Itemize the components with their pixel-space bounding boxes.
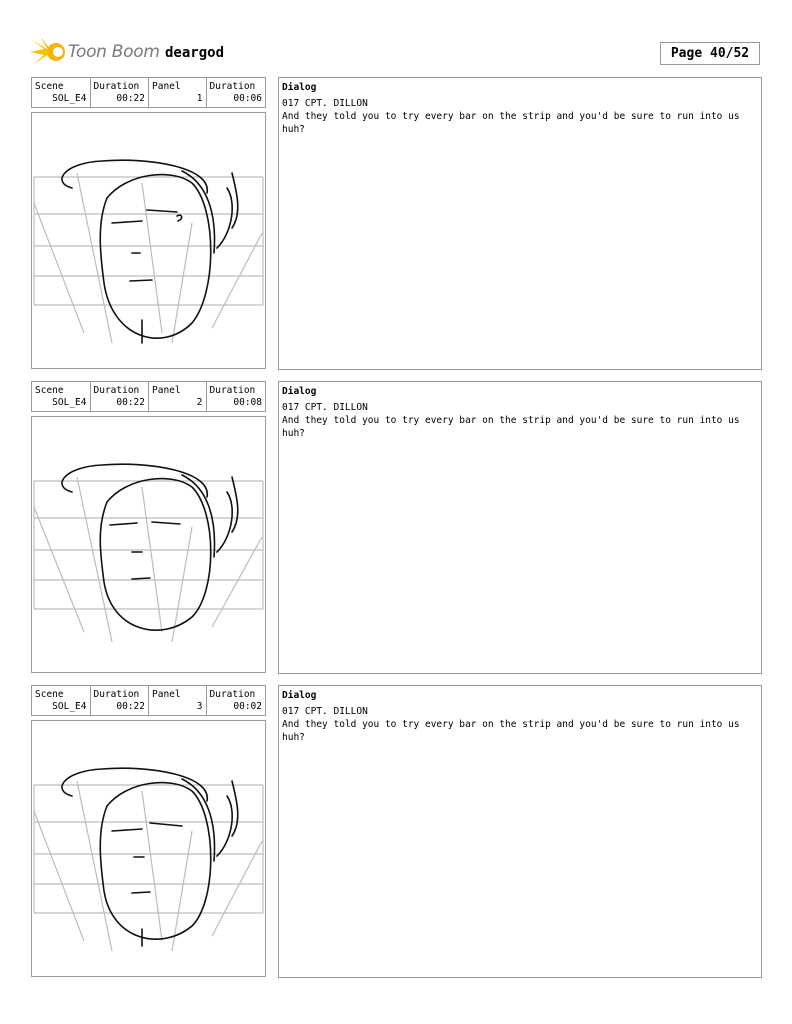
panel-info-header: [31, 685, 266, 716]
scene-duration-value: 00:22: [116, 701, 145, 712]
scene-label: Scene: [35, 81, 64, 92]
dialog-line: And they told you to try every bar on the strip and you'd be sure to run into us huh?: [282, 415, 746, 439]
dialog-line: And they told you to try every bar on the strip and you'd be sure to run into us huh?: [282, 719, 746, 743]
duration-label: Duration: [93, 385, 140, 396]
dialog-box: [278, 381, 762, 674]
scene-label: Scene: [35, 385, 64, 396]
scene-duration-cell: [91, 382, 150, 411]
panel-label: Panel: [152, 385, 181, 396]
duration-label: Duration: [209, 385, 256, 396]
panel-duration-value: 00:08: [233, 397, 262, 408]
panel-sketch: [31, 112, 266, 369]
dialog-label: Dialog: [282, 82, 317, 93]
panel-duration-cell: [207, 382, 265, 411]
storyboard-panel: [0, 77, 792, 370]
toon-boom-logo: [30, 34, 160, 70]
panel-cell: [149, 686, 207, 715]
scene-value: SOL_E4: [52, 397, 87, 408]
scene-duration-cell: [91, 78, 150, 107]
storyboard-panel: [0, 685, 792, 978]
panel-number: 3: [196, 701, 203, 712]
scene-value: SOL_E4: [52, 93, 87, 104]
scene-label: Scene: [35, 689, 64, 700]
duration-label: Duration: [209, 689, 256, 700]
panel-number: 1: [196, 93, 203, 104]
page-number: Page 40/52: [660, 42, 760, 65]
panel-sketch: [31, 416, 266, 673]
panel-duration-value: 00:02: [233, 701, 262, 712]
face-sketch-drawing: [32, 721, 265, 976]
scene-duration-value: 00:22: [116, 397, 145, 408]
dialog-content: [282, 705, 752, 744]
scene-cell: [32, 686, 91, 715]
starburst-icon: [30, 34, 70, 70]
panel-duration-value: 00:06: [233, 93, 262, 104]
panel-cell: [149, 78, 207, 107]
panel-duration-cell: [207, 686, 265, 715]
face-sketch-drawing: [32, 417, 265, 672]
logo-text: Toon Boom: [68, 42, 160, 62]
duration-label: Duration: [209, 81, 256, 92]
panel-label: Panel: [152, 689, 181, 700]
duration-label: Duration: [93, 689, 140, 700]
dialog-content: [282, 97, 752, 136]
dialog-speaker: 017 CPT. DILLON: [282, 706, 368, 717]
dialog-speaker: 017 CPT. DILLON: [282, 402, 368, 413]
panel-label: Panel: [152, 81, 181, 92]
scene-duration-value: 00:22: [116, 93, 145, 104]
dialog-label: Dialog: [282, 386, 317, 397]
dialog-box: [278, 685, 762, 978]
panel-sketch: [31, 720, 266, 977]
dialog-line: And they told you to try every bar on the strip and you'd be sure to run into us huh?: [282, 111, 746, 135]
scene-cell: [32, 78, 91, 107]
storyboard-panel: [0, 381, 792, 674]
duration-label: Duration: [93, 81, 140, 92]
scene-duration-cell: [91, 686, 150, 715]
scene-cell: [32, 382, 91, 411]
dialog-content: [282, 401, 752, 440]
scene-value: SOL_E4: [52, 701, 87, 712]
face-sketch-drawing: [32, 113, 265, 368]
dialog-label: Dialog: [282, 690, 317, 701]
dialog-speaker: 017 CPT. DILLON: [282, 98, 368, 109]
dialog-box: [278, 77, 762, 370]
panel-info-header: [31, 381, 266, 412]
panel-duration-cell: [207, 78, 265, 107]
panel-info-header: [31, 77, 266, 108]
panel-cell: [149, 382, 207, 411]
panel-number: 2: [196, 397, 203, 408]
project-name: deargod: [165, 45, 225, 61]
